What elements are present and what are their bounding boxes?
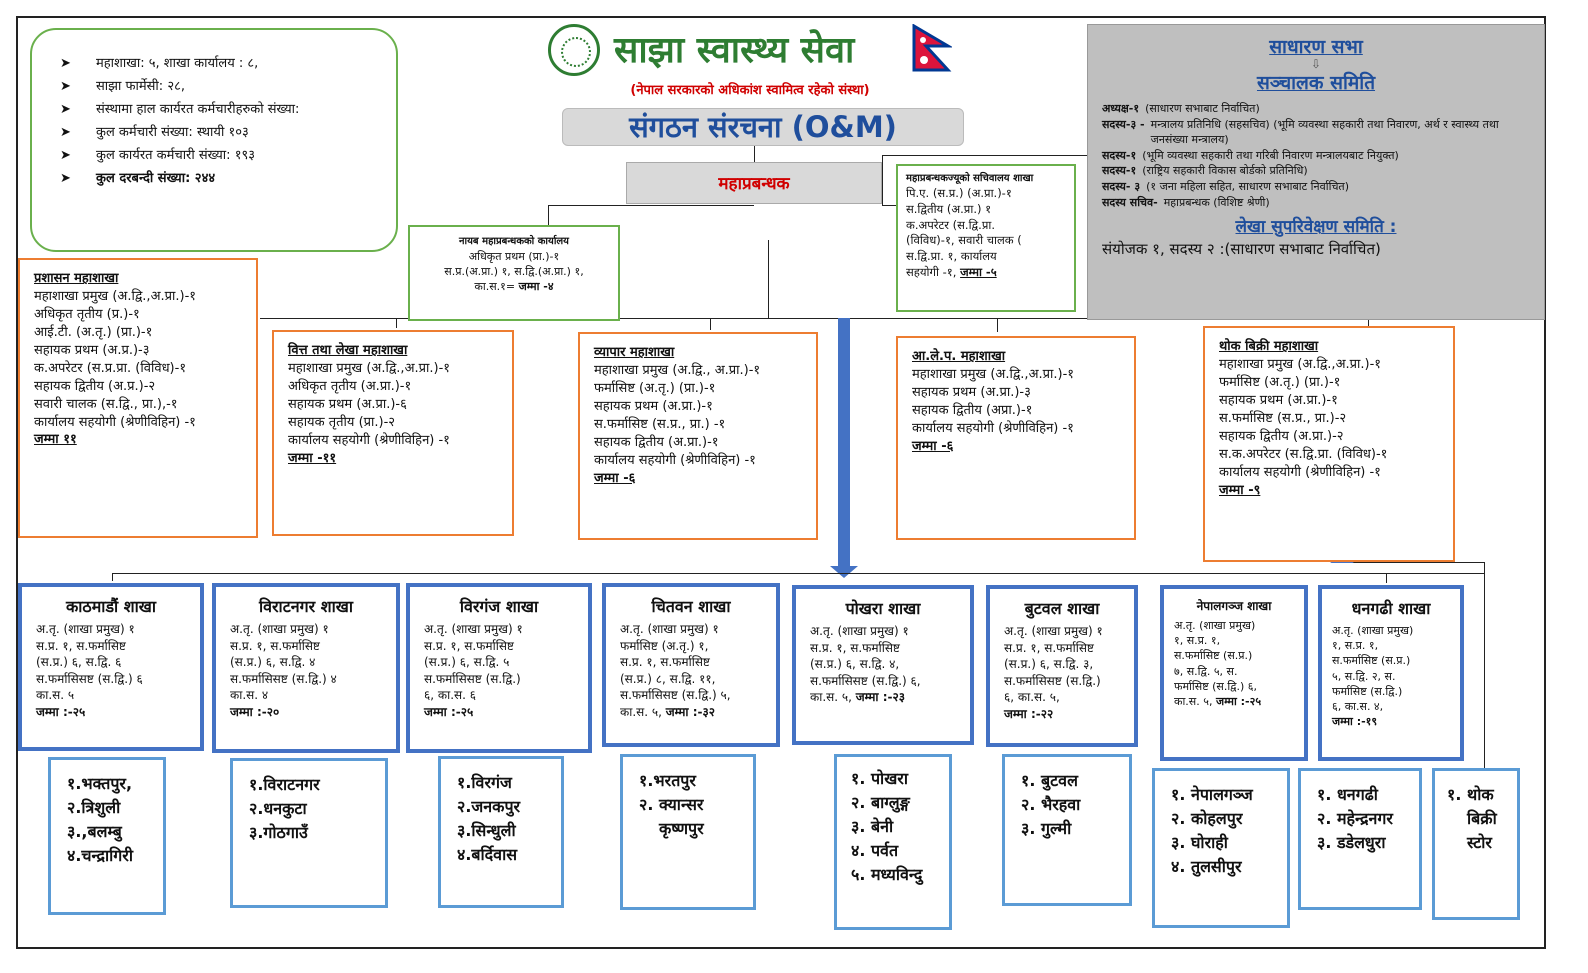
pharmacy-item: ३. डडेलधुरा [1317, 833, 1386, 852]
box-line: पि.ए. (स.प्र.) (अ.प्रा.)-१ [906, 185, 1012, 200]
box-line: क.अपरेटर (स.द्वि.प्रा. [906, 217, 996, 232]
pharmacy-item: ५. मध्यविन्दु [851, 865, 923, 884]
department-admin [18, 258, 258, 538]
summary-item: ➤ कुल कार्यरत कर्मचारी संख्या: १९३ [60, 148, 255, 163]
board-member: सदस्य सचिव- महाप्रबन्धक (विशिष्ट श्रेणी) [1102, 195, 1270, 209]
pharmacy-item: १.भरतपुर [639, 771, 696, 790]
branch-line: स.फर्मासिसष्ट (स.द्वि.) ४ [230, 671, 337, 686]
branch-line: अ.तृ. (शाखा प्रमुख) १ [620, 622, 719, 636]
pharmacy-item: ३. गुल्मी [1021, 819, 1072, 838]
box-total: जम्मा -५ [960, 265, 997, 280]
department-line: कार्यालय सहयोगी (श्रेणीविहिन) -१ [34, 414, 196, 430]
branch-line: १, स.प्र. १, [1332, 639, 1379, 653]
general-manager-box: महाप्रबन्धक [626, 162, 882, 204]
pharmacy-item: ३.,बलम्बु [67, 822, 122, 841]
pharmacy-item: ४.चन्द्रागिरी [67, 846, 133, 865]
board-member: अध्यक्ष-१ (साधारण सभाबाट निर्वाचित) [1102, 102, 1260, 115]
branch-line: फर्मासिष्ट (अ.तृ.) १, [620, 638, 709, 653]
branch-line: स.प्र. १, स.फर्मासिष्ट [620, 655, 710, 670]
branch-line: अ.तृ. (शाखा प्रमुख) १ [1004, 624, 1103, 638]
department-total: जम्मा ११ [34, 432, 77, 448]
brand-header [548, 20, 968, 80]
branch-line: (स.प्र.) ६, स.द्वि. ५ [424, 655, 510, 670]
box-line: स.प्र.(अ.प्रा.) १, स.द्वि.(अ.प्रा.) १, [444, 264, 584, 278]
department-total: जम्मा -६ [912, 438, 954, 454]
pharmacy-item: ३. घोराही [1171, 833, 1228, 852]
department-title: वित्त तथा लेखा महाशाखा [288, 343, 408, 358]
branch-line: स.फर्मासिसष्ट (स.द्वि.) ५, [620, 688, 731, 703]
pharmacy-item: १. पोखरा [851, 769, 908, 788]
audit-committee-label: लेखा सुपरिवेक्षण समिति : [1235, 217, 1397, 238]
pharmacy-list-biratnagar [230, 758, 388, 908]
box-line: अधिकृत प्रथम (प्रा.)-१ [468, 249, 560, 263]
board-member: सदस्य- ३ (१ जना महिला सहित, साधारण सभाबाट निर्वाचित) [1102, 180, 1349, 194]
branch-line: (स.प्र.) ६, स.द्वि. ४ [230, 655, 316, 670]
box-line: सहयोगी -१, जम्मा -५ [906, 265, 997, 280]
branch-line: का.स. ४ [230, 688, 269, 703]
branch-line: अ.तृ. (शाखा प्रमुख) १ [810, 624, 909, 638]
branch-line: फर्मासिष्ट (स.द्वि.) [1332, 684, 1403, 698]
department-wholesale [1203, 326, 1455, 562]
branch-total: जम्मा :-२० [230, 704, 280, 719]
summary-box [30, 28, 398, 252]
board-member: सदस्य-१ (राष्ट्रिय सहकारी विकास बोर्डको प्रतिनिधि) [1102, 164, 1308, 178]
branch-title: विरगंज शाखा [459, 597, 539, 616]
branch-line: ६, का.स. ४, [1332, 699, 1384, 713]
branch-line: स.फर्मासिसष्ट (स.द्वि.) ६, [810, 673, 921, 688]
pharmacy-list-dhangadhi [1298, 768, 1422, 910]
branch-butwal [986, 585, 1138, 747]
branch-line: (स.प्र.) ८, स.द्वि. ११, [620, 671, 716, 686]
pharmacy-item: २. भैरहवा [1021, 795, 1081, 814]
summary-item: ➤ साझा फार्मेसी: २८, [60, 79, 185, 94]
branch-line: ६, का.स. ५, [1004, 690, 1060, 705]
department-line: महाशाखा प्रमुख (अ.द्वि.,अ.प्रा.)-१ [34, 288, 197, 304]
department-line: कार्यालय सहयोगी (श्रेणीविहिन) -१ [1219, 464, 1381, 480]
branch-total: जम्मा :-३२ [665, 704, 715, 719]
branch-line: स.फर्मासिष्ट (स.प्र.) [1332, 654, 1411, 668]
pharmacy-item: १. बुटवल [1021, 771, 1078, 790]
board-label: सञ्चालक समिति [1256, 72, 1376, 94]
branch-line: स.प्र. १, स.फर्मासिष्ट [230, 638, 320, 653]
branch-title: धनगढी शाखा [1351, 599, 1431, 618]
box-title: महाप्रबन्धकज्यूको सचिवालय शाखा [906, 173, 1034, 184]
branch-line: अ.तृ. (शाखा प्रमुख) १ [230, 622, 329, 636]
pharmacy-item: स्टोर [1467, 833, 1492, 852]
department-line: सहायक प्रथम (अ.प्र.)-३ [34, 342, 150, 358]
pharmacy-item: २. बाग्लुङ्ग [851, 793, 910, 812]
deputy-gm-box [408, 225, 620, 321]
department-line: अधिकृत तृतीय (प्र.)-१ [34, 306, 140, 322]
branch-line: ७, स.द्वि. ५, स. [1174, 664, 1238, 678]
pharmacy-item: २. क्यान्सर [639, 795, 704, 814]
pharmacy-item: २.धनकुटा [249, 799, 307, 818]
department-line: क.अपरेटर (स.प्र.प्रा. (विविध)-१ [34, 360, 187, 376]
branch-line: (स.प्र.) ६, स.द्वि. ६ [36, 655, 122, 670]
department-line: सवारी चालक (स.द्वि., प्रा.),-१ [34, 396, 178, 412]
box-line: स.द्वि.प्रा. १, कार्यालय [906, 249, 997, 264]
branch-line: स.प्र. १, स.फर्मासिष्ट [810, 640, 900, 655]
branch-chitwan [602, 583, 780, 747]
branch-total: जम्मा :-२२ [1004, 706, 1054, 721]
branch-line: स.प्र. १, स.फर्मासिष्ट [424, 638, 514, 653]
branch-line: फर्मासिष्ट (स.द्वि.) ६, [1174, 679, 1258, 693]
department-line: स.फर्मासिष्ट (स.प्र., प्रा.) -१ [594, 416, 726, 432]
branch-title: बुटवल शाखा [1024, 599, 1100, 618]
department-trade [578, 332, 818, 540]
branch-line: ६, का.स. ६ [424, 688, 476, 703]
branch-line: १, स.प्र. १, [1174, 634, 1221, 648]
pharmacy-list-kathmandu [48, 757, 166, 915]
box-title: नायब महाप्रबन्धकको कार्यालय [458, 236, 569, 247]
branch-title: नेपालगञ्ज शाखा [1196, 599, 1272, 613]
branch-birgunj [406, 583, 592, 753]
branch-title: चितवन शाखा [651, 597, 731, 616]
summary-item: ➤ संस्थामा हाल कार्यरत कर्मचारीहरुको संख्या: [60, 102, 300, 117]
branch-total: जम्मा :-२३ [855, 690, 905, 705]
box-line: का.स.१= जम्मा -४ [474, 280, 554, 294]
branch-title: विराटनगर शाखा [258, 597, 354, 616]
pharmacy-item: २. महेन्द्रनगर [1317, 809, 1393, 828]
department-line: महाशाखा प्रमुख (अ.द्वि.,अ.प्रा.)-१ [1219, 356, 1382, 372]
board-member: सदस्य-१ (भूमि व्यवस्था सहकारी तथा गरिबी निवारण मन्त्रालयबाट नियुक्त) [1102, 148, 1399, 162]
logo-icon [548, 24, 600, 76]
branch-line: अ.तृ. (शाखा प्रमुख) [1332, 624, 1414, 637]
branch-line: (स.प्र.) ६, स.द्वि. ४, [810, 657, 900, 672]
pharmacy-item: २.जनकपुर [457, 797, 521, 816]
department-title: आ.ले.प. महाशाखा [912, 349, 1006, 364]
department-line: स.फर्मासिष्ट (स.प्र., प्रा.)-२ [1219, 410, 1347, 426]
structure-title: संगठन संरचना (O&M) [562, 108, 964, 146]
branch-line: का.स. ५, जम्मा :-२३ [810, 690, 905, 705]
pharmacy-item: ३.गोठगाउँ [249, 823, 308, 842]
department-finance [272, 330, 514, 536]
department-line: सहायक द्वितीय (अ.प्र.)-२ [34, 378, 156, 394]
branch-total: जम्मा :-२५ [1215, 694, 1262, 708]
department-total: जम्मा -६ [594, 470, 636, 486]
pharmacy-item: १.विरगंज [457, 773, 512, 792]
department-total: जम्मा -९ [1219, 482, 1261, 498]
branch-title: काठमाडौं शाखा [66, 597, 156, 616]
pharmacy-item: १. थोक [1447, 785, 1494, 804]
summary-item: ➤ कुल दरबन्दी संख्या: २४४ [60, 171, 216, 186]
board-panel [1087, 24, 1545, 320]
branch-line: ५, स.द्वि. २, स. [1332, 669, 1396, 683]
branch-line: स.फर्मासिसष्ट (स.द्वि.) [1004, 673, 1101, 688]
branch-line: का.स. ५ [36, 688, 75, 703]
department-line: सहायक प्रथम (अ.प्रा.)-१ [594, 398, 713, 414]
pharmacy-list-butwal [1002, 754, 1132, 906]
branch-biratnagar [212, 583, 400, 753]
down-arrow-icon: ⇩ [1310, 57, 1322, 71]
department-line: सहायक प्रथम (अ.प्रा.)-३ [912, 384, 1031, 400]
department-line: अधिकृत तृतीय (अ.प्रा.)-१ [288, 378, 412, 394]
department-line: सहायक द्वितीय (अप्रा.)-१ [912, 402, 1033, 418]
department-line: फर्मासिष्ट (अ.तृ.) (प्रा.)-१ [1219, 374, 1341, 390]
general-assembly-label: साधारण सभा [1269, 36, 1363, 58]
department-line: कार्यालय सहयोगी (श्रेणीविहिन) -१ [288, 432, 450, 448]
department-line: सहायक प्रथम (अ.प्रा.)-१ [1219, 392, 1338, 408]
gm-secretariat-box [896, 164, 1076, 312]
branch-line: का.स. ५, जम्मा :-२५ [1174, 694, 1262, 708]
branch-line: स.फर्मासिष्ट (स.प्र.) [1174, 649, 1253, 663]
branch-total: जम्मा :-२५ [424, 704, 474, 719]
pharmacy-item: १. नेपालगञ्ज [1171, 785, 1253, 804]
board-member: सदस्य-३ - मन्त्रालय प्रतिनिधि (सहसचिव) (भूमि व्यवस्था सहकारी तथा निवारण, अर्थ र स्वास्थ्य तथा जनसंख्या मन्त्रालय) [1102, 117, 1499, 147]
department-line: स.क.अपरेटर (स.द्वि.प्रा. (विविध)-१ [1219, 446, 1388, 462]
branch-total: जम्मा :-१९ [1332, 715, 1378, 729]
pharmacy-item: ३.सिन्धुली [457, 821, 516, 840]
branch-line: का.स. ५, जम्मा :-३२ [620, 704, 715, 719]
page-subtitle: (नेपाल सरकारको अधिकांश स्वामित्व रहेको संस्था) [630, 83, 870, 98]
branch-pokhara [792, 585, 974, 745]
pharmacy-item: १.विराटनगर [249, 775, 320, 794]
department-title: थोक बिक्री महाशाखा [1219, 339, 1319, 354]
pharmacy-list-chitwan [620, 754, 756, 910]
department-line: सहायक प्रथम (अ.प्रा.)-६ [288, 396, 407, 412]
branch-nepalgunj [1160, 585, 1308, 761]
branch-total: जम्मा :-२५ [36, 704, 86, 719]
branch-dhangadhi [1318, 585, 1464, 761]
branch-line: स.प्र. १, स.फर्मासिष्ट [1004, 640, 1094, 655]
department-total: जम्मा -११ [288, 450, 337, 466]
department-line: सहायक तृतीय (प्रा.)-२ [288, 414, 396, 430]
department-line: आई.टी. (अ.तृ.) (प्रा.)-१ [34, 324, 153, 340]
department-line: कार्यालय सहयोगी (श्रेणीविहिन) -१ [912, 420, 1074, 436]
branch-line: स.फर्मासिसष्ट (स.द्वि.) ६ [36, 671, 143, 686]
pharmacy-list-nepalgunj [1152, 768, 1290, 928]
branch-line: (स.प्र.) ६, स.द्वि. ३, [1004, 657, 1094, 672]
branch-line: अ.तृ. (शाखा प्रमुख) [1174, 619, 1256, 632]
box-line: (विविध)-१, सवारी चालक ( [906, 233, 1022, 248]
pharmacy-item: कृष्णपुर [659, 819, 704, 838]
page-title: साझा स्वास्थ्य सेवा [614, 30, 855, 71]
branch-line: स.फर्मासिसष्ट (स.द्वि.) [424, 671, 521, 686]
pharmacy-item: १. धनगढी [1317, 785, 1378, 804]
branch-kathmandu [18, 583, 204, 751]
branch-line: अ.तृ. (शाखा प्रमुख) १ [424, 622, 523, 636]
summary-item: ➤ कुल कर्मचारी संख्या: स्थायी १०३ [60, 125, 249, 140]
pharmacy-item: ४. तुलसीपुर [1171, 857, 1242, 876]
department-line: सहायक द्वितीय (अ.प्रा.)-२ [1219, 428, 1344, 444]
pharmacy-list-birgunj [438, 756, 564, 908]
department-title: प्रशासन महाशाखा [34, 271, 119, 286]
pharmacy-item: ४.बर्दिवास [457, 845, 518, 864]
department-line: महाशाखा प्रमुख (अ.द्वि., अ.प्रा.)-१ [594, 362, 761, 378]
nepal-flag-icon [912, 24, 952, 72]
department-line: फर्मासिष्ट (अ.तृ.) (प्रा.)-१ [594, 380, 716, 396]
pharmacy-item: २. कोहलपुर [1171, 809, 1243, 828]
pharmacy-list-pokhara [834, 754, 952, 930]
branch-line: अ.तृ. (शाखा प्रमुख) १ [36, 622, 135, 636]
audit-committee-text: संयोजक १, सदस्य २ :(साधारण सभाबाट निर्वाचित) [1102, 240, 1381, 259]
pharmacy-item: ३. बेनी [851, 817, 894, 836]
box-total: जम्मा -४ [518, 280, 554, 294]
department-line: सहायक द्वितीय (अ.प्रा.)-१ [594, 434, 719, 450]
wholesale-store-box [1432, 768, 1520, 920]
summary-item: ➤ महाशाखा: ५, शाखा कार्यालय : ८, [60, 56, 259, 71]
department-line: कार्यालय सहयोगी (श्रेणीविहिन) -१ [594, 452, 756, 468]
pharmacy-item: ४. पर्वत [851, 841, 899, 860]
box-line: स.द्वितीय (अ.प्रा.) १ [906, 201, 992, 216]
pharmacy-item: १.भक्तपुर, [67, 774, 133, 793]
department-line: महाशाखा प्रमुख (अ.द्वि.,अ.प्रा.)-१ [912, 366, 1075, 382]
department-audit [896, 336, 1136, 540]
pharmacy-item: बिक्री [1467, 809, 1497, 828]
branch-line: स.प्र. १, स.फर्मासिष्ट [36, 638, 126, 653]
branch-title: पोखरा शाखा [845, 599, 921, 618]
pharmacy-item: २.त्रिशुली [67, 798, 121, 817]
department-line: महाशाखा प्रमुख (अ.द्वि.,अ.प्रा.)-१ [288, 360, 451, 376]
department-title: व्यापार महाशाखा [594, 345, 675, 360]
